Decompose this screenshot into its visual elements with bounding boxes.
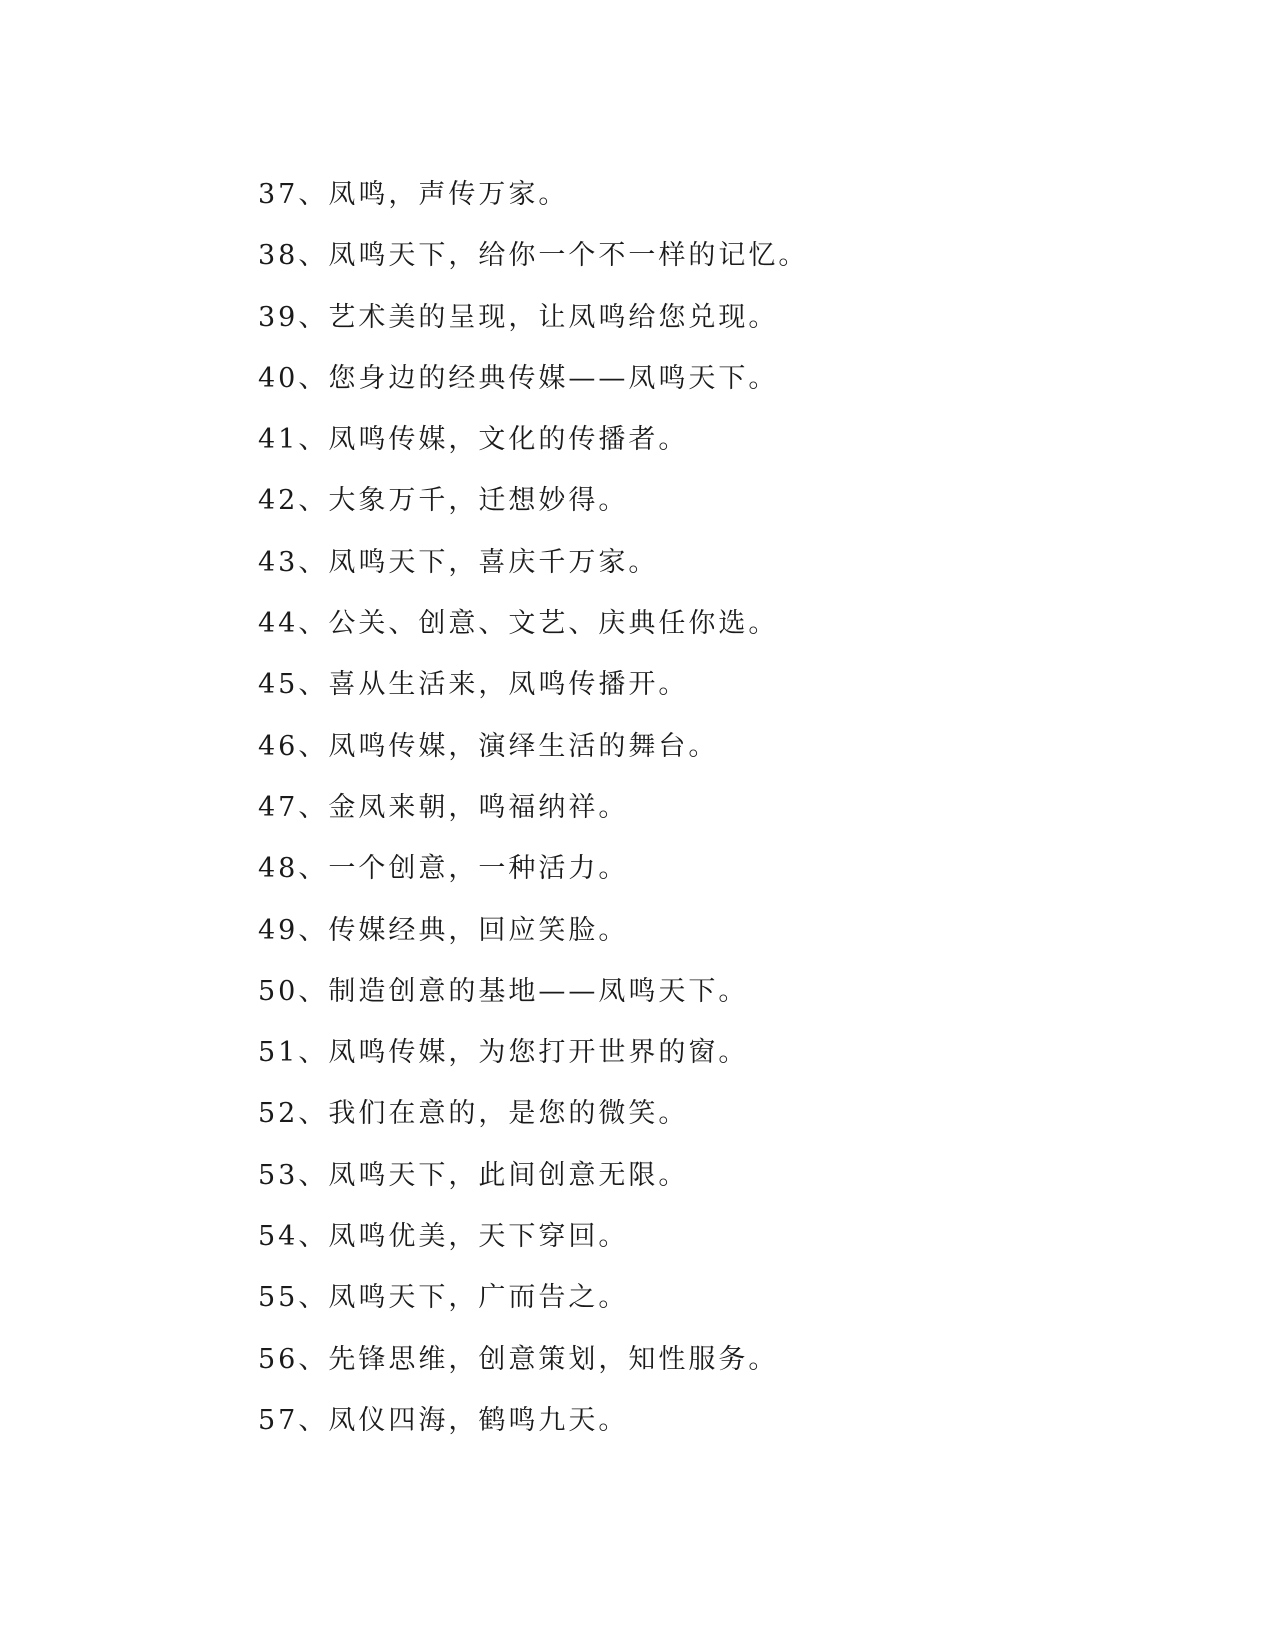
list-item: 48、一个创意，一种活力。 — [258, 853, 629, 885]
list-item: 51、凤鸣传媒，为您打开世界的窗。 — [258, 1037, 749, 1069]
list-item: 40、您身边的经典传媒——凤鸣天下。 — [258, 362, 779, 394]
list-item: 50、制造创意的基地——凤鸣天下。 — [258, 975, 749, 1007]
list-item: 49、传媒经典，回应笑脸。 — [258, 914, 629, 946]
list-item: 42、大象万千，迁想妙得。 — [258, 485, 629, 517]
list-item: 57、凤仪四海，鹤鸣九天。 — [258, 1404, 629, 1436]
list-item: 38、凤鸣天下，给你一个不一样的记忆。 — [258, 240, 809, 272]
list-item: 53、凤鸣天下，此间创意无限。 — [258, 1159, 689, 1191]
list-item: 41、凤鸣传媒，文化的传播者。 — [258, 424, 689, 456]
list-item: 52、我们在意的，是您的微笑。 — [258, 1098, 689, 1130]
list-item: 46、凤鸣传媒，演绎生活的舞台。 — [258, 730, 719, 762]
list-item: 47、金凤来朝，鸣福纳祥。 — [258, 791, 629, 823]
list-item: 39、艺术美的呈现，让凤鸣给您兑现。 — [258, 301, 779, 333]
list-item: 45、喜从生活来，凤鸣传播开。 — [258, 669, 689, 701]
list-item: 56、先锋思维，创意策划，知性服务。 — [258, 1343, 779, 1375]
list-item: 54、凤鸣优美，天下穿回。 — [258, 1221, 629, 1253]
slogan-list — [258, 164, 808, 1451]
list-item: 55、凤鸣天下，广而告之。 — [258, 1282, 629, 1314]
list-item: 43、凤鸣天下，喜庆千万家。 — [258, 546, 659, 578]
list-item: 37、凤鸣，声传万家。 — [258, 179, 569, 210]
list-item: 44、公关、创意、文艺、庆典任你选。 — [258, 608, 779, 640]
